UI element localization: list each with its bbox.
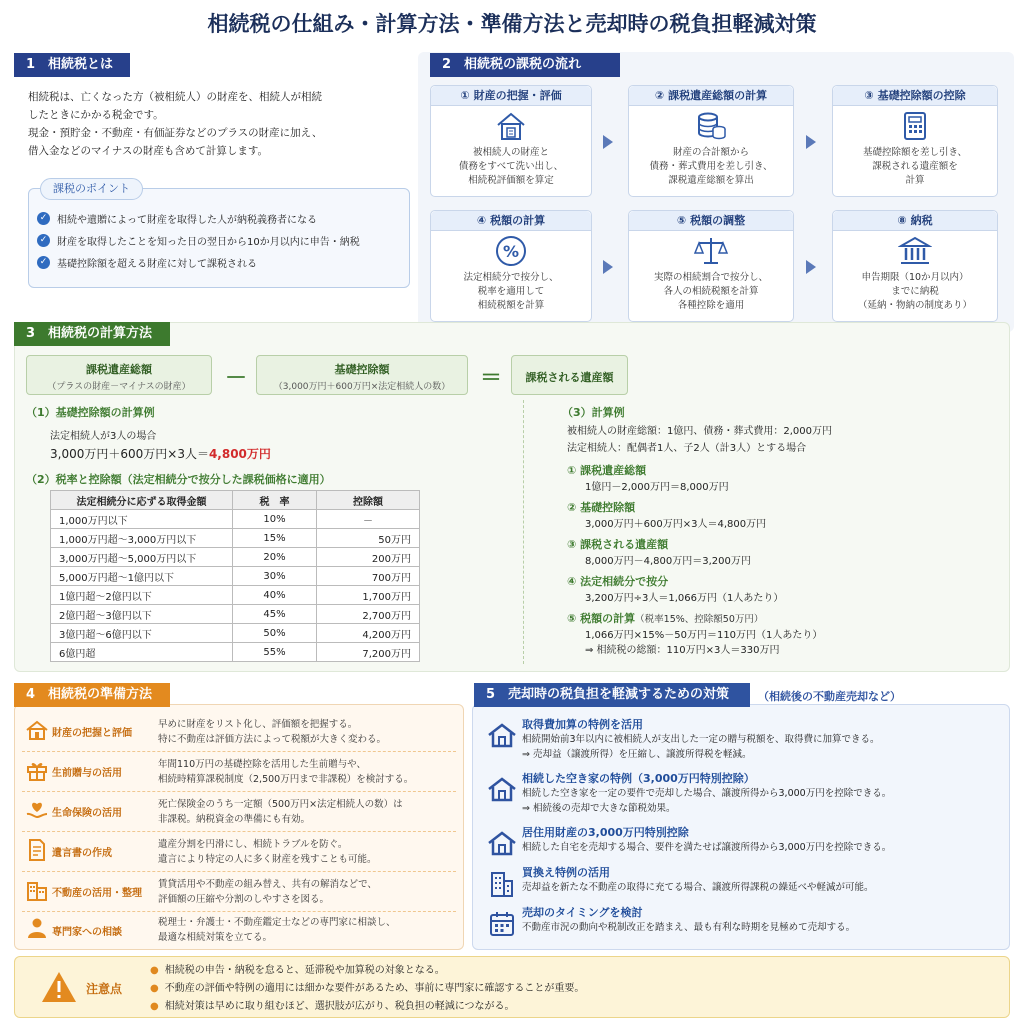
example2-heading: （2）税率と控除額（法定相続分で按分した課税価格に適用） [26,473,331,486]
flow-card [832,210,998,322]
check-icon: ✓ [37,256,50,269]
table-cell: 1億円超～2億円以下 [51,586,233,605]
table-cell: － [317,510,420,529]
formula-term: 課税される遺産額 [525,371,614,384]
prep-desc: 死亡保険金のうち一定額（500万円×法定相続人の数）は [158,798,403,810]
table-cell: 7,200万円 [317,643,420,662]
flow-card-title: ④ 税額の計算 [431,211,591,231]
prep-title: 不動産の活用・整理 [52,888,142,899]
prep-desc: 早めに財産をリスト化し、評価額を把握する。 [158,718,358,730]
section1-header [14,53,130,77]
prep-title: 専門家への相談 [52,926,122,938]
formula-note: （プラスの財産－マイナスの財産） [47,382,191,392]
table-cell: 50万円 [317,529,420,548]
table-row [51,624,420,643]
measure-desc: 相続した自宅を売却する場合、要件を満たせば譲渡所得から3,000万円を控除できる。 [522,842,892,853]
table-row [51,567,420,586]
flow-card-line: 相続税評価額を算定 [468,175,554,186]
table-cell: 1,000万円超～3,000万円以下 [51,529,233,548]
section3-title: 相続税の計算方法 [48,326,153,341]
caution-label: 注意点 [86,982,123,996]
table-header: 法定相続分に応ずる取得金額 [51,491,233,510]
person-icon [22,917,52,943]
section5-title: 売却時の税負担を軽減するための対策 [508,687,730,702]
flow-arrow-icon [603,135,613,149]
flow-card-line: 課税される遺産額を [872,161,958,172]
table-row [51,529,420,548]
measure-item [482,716,1004,762]
caution-text: 不動産の評価や特例の適用には細かな要件があるため、事前に専門家に確認することが重要。 [164,983,585,994]
prep-desc: 非課税。納税資金の準備にも有効。 [158,813,311,825]
example3-condition: 被相続人の財産総額：1億円、債務・葬式費用：2,000万円 [567,426,832,437]
flow-arrow-icon [603,260,613,274]
flow-card [430,210,592,322]
section4-title: 相続税の準備方法 [48,687,153,702]
calculator-icon [833,106,997,146]
calc-step-title: ④ 法定相続分で按分 [567,575,669,588]
flow-card-title: ② 課税遺産総額の計算 [629,86,793,106]
flow-card-line: 債務・葬式費用を差し引き、 [649,161,773,172]
example1-expression: 3,000万円＋600万円×3人＝ [50,447,209,461]
measure-title: 買換え特例の活用 [522,866,610,879]
formula-note: （3,000万円＋600万円×法定相続人の数） [273,382,451,392]
svg-text:%: % [502,242,520,261]
table-cell: 6億円超 [51,643,233,662]
table-header: 控除額 [317,491,420,510]
table-cell: 4,200万円 [317,624,420,643]
point-item [37,251,407,273]
example3-heading: （3）計算例 [562,406,625,419]
s1-para-line: したときにかかる税金です。 [28,109,164,121]
flow-arrow-icon [806,260,816,274]
measure-title: 取得費加算の特例を活用 [522,718,643,731]
table-row [51,548,420,567]
prep-title: 生命保険の活用 [52,808,122,819]
caution-text: 相続税の申告・納税を怠ると、延滞税や加算税の対象となる。 [164,965,445,976]
prep-desc: 賃貸活用や不動産の組み替え、共有の解消などで、 [158,878,377,890]
table-cell: 2億円超～3億円以下 [51,605,233,624]
example1-condition: 法定相続人が3人の場合 [50,431,157,442]
heart-hand-icon [22,799,52,825]
table-cell: 40% [233,586,317,605]
flow-card-title: ⑧ 納税 [833,211,997,231]
prep-row [22,752,456,792]
measure-item [482,904,1004,938]
table-row [51,605,420,624]
point-item [37,229,407,251]
prep-desc: 最適な相続対策を立てる。 [158,932,273,943]
prep-desc: 税理士・弁護士・不動産鑑定士などの専門家に相談し、 [158,917,396,928]
flow-card [628,210,794,322]
table-cell: 55% [233,643,317,662]
coins-icon [629,106,793,146]
flow-card-title: ③ 基礎控除額の控除 [833,86,997,106]
measure-item [482,770,1004,816]
measure-item [482,864,1004,898]
prep-title: 生前贈与の活用 [52,768,122,779]
table-header-row [51,491,420,510]
check-icon: ✓ [37,212,50,225]
caution-item [150,980,1000,998]
flow-card-line: までに納税 [891,286,939,297]
table-cell: 10% [233,510,317,529]
point-text: 財産を取得したことを知った日の翌日から10か月以内に申告・納税 [57,236,360,248]
building-icon [482,864,522,898]
formula-box [26,355,212,395]
flow-card-line: 債務をすべて洗い出し、 [458,161,564,172]
table-cell: 45% [233,605,317,624]
column-divider [523,400,524,664]
check-icon: ✓ [37,234,50,247]
table-cell: 2,700万円 [317,605,420,624]
s1-para-line: 相続税は、亡くなった方（被相続人）の財産を、相続人が相続 [28,91,322,103]
measure-desc: 売却益を新たな不動産の取得に充てる場合、譲渡所得課税の繰延べや軽減が可能。 [522,882,874,893]
caution-text: 相続対策は早めに取り組むほど、選択肢が広がり、税負担の軽減につながる。 [164,1001,515,1012]
flow-card-line: 課税遺産総額を算出 [668,175,754,186]
percent-icon [431,231,591,271]
warning-icon [40,970,78,1008]
table-cell: 700万円 [317,567,420,586]
flow-card-line: 計算 [905,175,925,186]
caution-item [150,998,1000,1016]
measure-desc: 不動産市況の動向や税制改正を踏まえ、最も有利な時期を見極めて売却する。 [522,922,856,933]
prep-desc: 遺産分割を円滑にし、相続トラブルを防ぐ。 [158,838,348,850]
equals-sign: ＝ [480,366,503,391]
section5-header [474,683,750,707]
prep-desc: 評価額の圧縮や分割のしやすさを図る。 [158,893,330,905]
bullet-icon: ● [150,965,159,976]
flow-card-title: ① 財産の把握・評価 [431,86,591,106]
formula-term: 基礎控除額 [334,363,390,376]
s1-para-line: 借入金などのマイナスの財産も含めて計算します。 [28,145,269,157]
flow-card [430,85,592,197]
house-icon [482,716,522,748]
calc-step-note: （税率15%、控除額50万円） [635,614,764,625]
prep-row [22,792,456,832]
table-cell: 1,700万円 [317,586,420,605]
calc-step-title-text: ⑤ 税額の計算 [567,612,636,625]
bank-icon [833,231,997,271]
table-cell: 1,000万円以下 [51,510,233,529]
flow-card-line: 各人の相続税額を計算 [663,286,759,297]
calc-step-title: ③ 課税される遺産額 [567,538,669,551]
calc-step-title [567,610,987,626]
table-header: 税 率 [233,491,317,510]
calc-step-body: 3,000万円＋600万円×3人＝4,800万円 [585,519,767,530]
house-icon [22,719,52,745]
prep-desc: 特に不動産は評価方法によって税額が大きく変わる。 [158,733,387,745]
building-icon [22,879,52,905]
section4-header [14,683,170,707]
formula-box [256,355,468,395]
caution-item [150,962,1000,980]
point-item [37,207,407,229]
measure-desc: 相続開始前3年以内に被相続人が支出した一定の贈与税額を、取得費に加算できる。 [522,734,880,745]
section2-header [430,53,620,77]
calc-step-body: 1億円－2,000万円＝8,000万円 [585,482,729,493]
section1-number: 1 [26,57,36,72]
prep-title: 財産の把握と評価 [52,728,132,739]
gift-icon [22,759,52,785]
minus-sign: － [225,366,248,391]
flow-card-title: ⑤ 税額の調整 [629,211,793,231]
flow-card-line: 相続税額を計算 [477,300,545,311]
section5-subtitle: （相続後の不動産売却など） [758,690,901,703]
prep-desc: 相続時精算課税制度（2,500万円まで非課税）を検討する。 [158,773,414,785]
flow-card [628,85,794,197]
table-cell: 5,000万円超～1億円以下 [51,567,233,586]
prep-row [22,832,456,872]
prep-row [22,872,456,912]
measure-desc: ⇒ 売却益（譲渡所得）を圧縮し、譲渡所得税を軽減。 [522,749,752,760]
section4-number: 4 [26,687,36,702]
flow-card-line: 税率を適用して [477,286,545,297]
table-cell: 20% [233,548,317,567]
flow-card-line: 法定相続分で按分し、 [463,272,559,283]
prep-desc: 年間110万円の基礎控除を活用した生前贈与や、 [158,758,366,770]
section2-title: 相続税の課税の流れ [464,57,582,72]
table-cell: 3億円超～6億円以下 [51,624,233,643]
prep-title: 遺言書の作成 [52,848,112,859]
table-cell: 30% [233,567,317,586]
page-title: 相続税の仕組み・計算方法・準備方法と売却時の税負担軽減対策 [207,12,817,36]
measure-item [482,824,1004,856]
table-cell: 15% [233,529,317,548]
section3-header [14,322,170,346]
table-cell: 50% [233,624,317,643]
measure-desc: ⇒ 相続後の売却で大きな節税効果。 [522,803,676,814]
flow-arrow-icon [806,135,816,149]
flow-card-line: 財産の合計額から [672,147,749,158]
point-text: 相続や遺贈によって財産を取得した人が納税義務者になる [57,214,317,226]
section5-number: 5 [486,687,496,702]
prep-row [22,910,456,950]
table-cell: 200万円 [317,548,420,567]
calendar-icon [482,904,522,938]
example1-result: 4,800万円 [208,447,271,461]
calc-step-title: ② 基礎控除額 [567,501,636,514]
example1-formula [50,445,271,462]
section3-number: 3 [26,326,36,341]
calc-step-body: 8,000万円－4,800万円＝3,200万円 [585,556,751,567]
document-icon [22,838,52,866]
house-icon [482,770,522,802]
formula-box [511,355,628,395]
house-doc-icon [431,106,591,146]
measure-title: 売却のタイミングを検討 [522,906,643,919]
tax-points-label: 課税のポイント [40,178,143,200]
flow-card [832,85,998,197]
bullet-icon: ● [150,1001,159,1012]
flow-card-line: （延納・物納の制度あり） [857,300,972,311]
calc-step-title: ① 課税遺産総額 [567,464,647,477]
section2-number: 2 [442,57,452,72]
calc-step-body: ⇒ 相続税の総額：110万円×3人＝330万円 [585,645,780,656]
prep-desc: 遺言により特定の人に多く財産を残すことも可能。 [158,853,377,865]
tax-rate-table [50,490,420,662]
s1-para-line: 現金・預貯金・不動産・有価証券などのプラスの財産に加え、 [28,127,323,139]
scale-icon [629,231,793,271]
measure-desc: 相続した空き家を一定の要件で売却した場合、譲渡所得から3,000万円を控除できる。 [522,788,892,799]
bullet-icon: ● [150,983,159,994]
table-row [51,643,420,662]
flow-card-line: 各種控除を適用 [677,300,745,311]
house-icon [482,824,522,856]
table-cell: 3,000万円超～5,000万円以下 [51,548,233,567]
section1-title: 相続税とは [48,57,114,72]
formula-term: 課税遺産総額 [86,363,152,376]
point-text: 基礎控除額を超える財産に対して課税される [57,258,257,270]
calc-step-body: 3,200万円÷3人＝1,066万円（1人あたり） [585,593,784,604]
measure-title: 相続した空き家の特例（3,000万円特別控除） [522,772,755,785]
example1-heading: （1）基礎控除額の計算例 [26,406,155,419]
calc-step-body: 1,066万円×15%－50万円＝110万円（1人あたり） [585,630,823,641]
table-row [51,510,420,529]
flow-card-line: 被相続人の財産と [472,147,549,158]
tax-points-box [28,188,410,288]
flow-card-line: 申告期限（10か月以内） [861,272,969,283]
prep-row [22,712,456,752]
example3-condition: 法定相続人：配偶者1人、子2人（計3人）とする場合 [567,443,807,454]
measure-title: 居住用財産の3,000万円特別控除 [522,826,689,839]
flow-card-line: 実際の相続割合で按分し、 [653,272,768,283]
flow-card-line: 基礎控除額を差し引き、 [862,147,968,158]
table-row [51,586,420,605]
